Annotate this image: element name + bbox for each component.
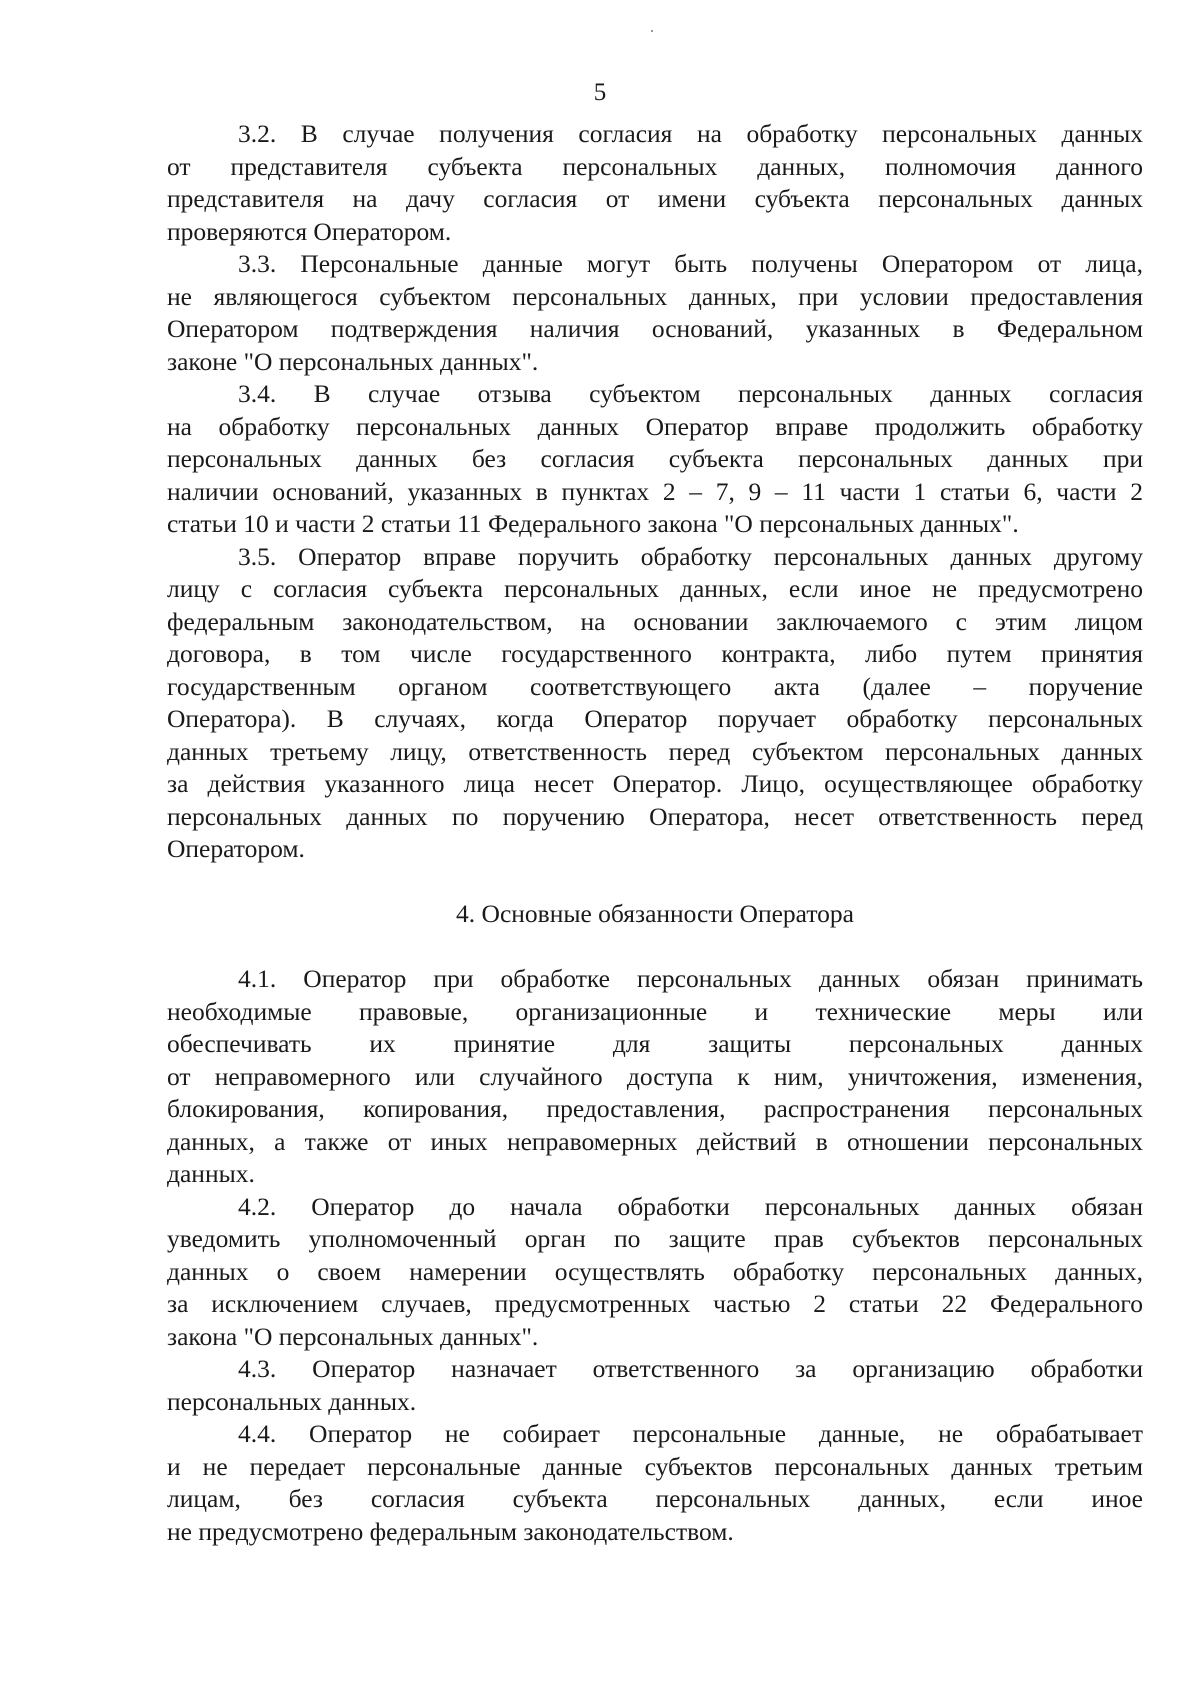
text-line: 4.4. Оператор не собирает персональные данные, не обрабатывает — [238, 1419, 1143, 1448]
text-line: 4.3. Оператор назначает ответственного за организацию обработки — [238, 1354, 1143, 1383]
document-body — [167, 118, 1143, 1548]
text-line: статьи 10 и части 2 статьи 11 Федерального закона "О персональных данных". — [167, 509, 1019, 538]
text-line: необходимые правовые, организационные и технические меры или — [167, 996, 1143, 1026]
text-line: 3.5. Оператор вправе поручить обработку персональных данных другому — [238, 541, 1143, 571]
text-line: персональных данных по поручению Оператора, несет ответственность перед — [167, 801, 1143, 831]
text-line: Оператора). В случаях, когда Оператор поручает обработку персональных — [167, 704, 1143, 733]
text-line: персональных данных без согласия субъекта персональных данных при — [167, 444, 1143, 473]
paragraph-4-2 — [167, 1191, 1143, 1354]
section-heading: 4. Основные обязанности Оператора — [456, 898, 854, 928]
paragraph-3-3 — [167, 248, 1143, 378]
text-line: за действия указанного лица несет Оператор. Лицо, осуществляющее обработку — [167, 769, 1143, 798]
text-line: данных. — [167, 1159, 255, 1188]
text-line: лицам, без согласия субъекта персональных данных, если иное — [167, 1484, 1143, 1513]
text-line: за исключением случаев, предусмотренных частью 2 статьи 22 Федерального — [167, 1289, 1143, 1318]
text-line: Оператором подтверждения наличия оснований, указанных в Федеральном — [167, 314, 1143, 343]
text-line: обеспечивать их принятие для защиты персональных данных — [167, 1029, 1143, 1058]
text-line: уведомить уполномоченный орган по защите прав субъектов персональных — [167, 1224, 1143, 1253]
page-number: 5 — [593, 79, 607, 106]
text-line: 4.1. Оператор при обработке персональных данных обязан принимать — [238, 964, 1143, 993]
paragraph-3-4 — [167, 378, 1143, 541]
text-line: от представителя субъекта персональных данных, полномочия данного — [167, 151, 1143, 181]
text-line: не являющегося субъектом персональных данных, при условии предоставления — [167, 281, 1143, 311]
paragraph-4-1 — [167, 963, 1143, 1191]
text-line: блокирования, копирования, предоставления, распространения персональных — [167, 1094, 1143, 1123]
text-line: представителя на дачу согласия от имени субъекта персональных данных — [167, 184, 1143, 213]
text-line: лицу с согласия субъекта персональных данных, если иное не предусмотрено — [167, 574, 1143, 603]
text-line: персональных данных. — [167, 1386, 417, 1416]
text-line: данных о своем намерении осуществлять обработку персональных данных, — [167, 1256, 1143, 1286]
text-line: не предусмотрено федеральным законодательством. — [167, 1516, 734, 1546]
text-line: государственным органом соответствующего акта (далее – поручение — [167, 671, 1143, 701]
text-line: 3.4. В случае отзыва субъектом персональных данных согласия — [238, 379, 1143, 408]
text-line: закона "О персональных данных". — [167, 1321, 539, 1351]
text-line: данных третьему лицу, ответственность перед субъектом персональных данных — [167, 736, 1143, 766]
text-line: 3.3. Персональные данные могут быть получены Оператором от лица, — [238, 249, 1143, 278]
text-line: данных, а также от иных неправомерных действий в отношении персональных — [167, 1126, 1143, 1156]
paragraph-3-2 — [167, 118, 1143, 248]
text-line: наличии оснований, указанных в пунктах 2 – 7, 9 – 11 части 1 статьи 6, части 2 — [167, 476, 1143, 506]
text-line: 4.2. Оператор до начала обработки персональных данных обязан — [238, 1191, 1143, 1221]
text-line: на обработку персональных данных Оператор вправе продолжить обработку — [167, 411, 1143, 441]
text-line: Оператором. — [167, 834, 305, 863]
text-line: и не передает персональные данные субъектов персональных данных третьим — [167, 1451, 1143, 1481]
paragraph-3-5 — [167, 541, 1143, 866]
text-line: законе "О персональных данных". — [167, 346, 539, 376]
text-line: проверяются Оператором. — [167, 216, 452, 246]
paragraph-4-3 — [167, 1353, 1143, 1418]
text-line: от неправомерного или случайного доступа к ним, уничтожения, изменения, — [167, 1061, 1143, 1091]
text-line: федеральным законодательством, на основании заключаемого с этим лицом — [167, 606, 1143, 636]
text-line: 3.2. В случае получения согласия на обработку персональных данных — [238, 119, 1143, 148]
paragraph-4-4 — [167, 1418, 1143, 1548]
scan-speck — [651, 30, 653, 32]
text-line: договора, в том числе государственного контракта, либо путем принятия — [167, 639, 1143, 668]
